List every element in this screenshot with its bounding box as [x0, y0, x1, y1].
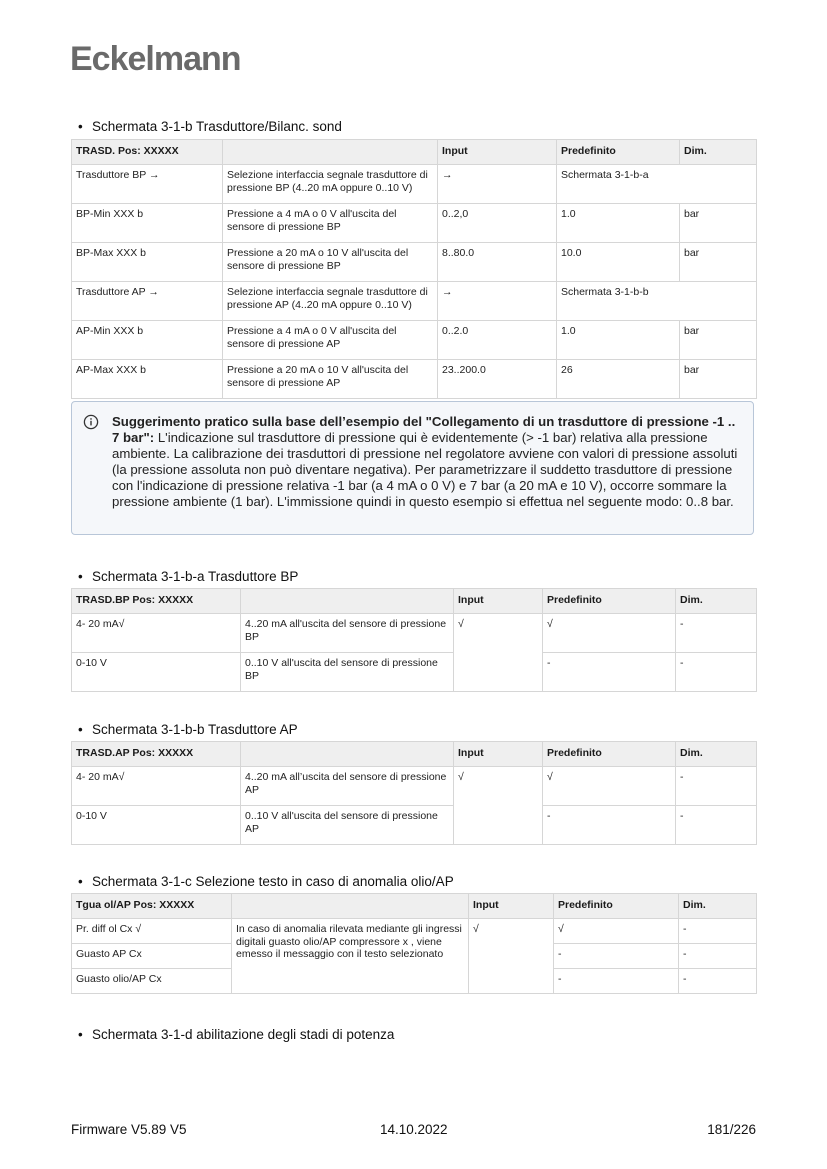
table-header-row: TRASD. Pos: XXXXX Input Predefinito Dim. — [72, 140, 757, 165]
table-row: Pr. diff ol Cx √ In caso di anomalia rilevata mediante gli ingressi digitali guasto olio/AP compressore x , viene emesso il messaggio con il testo selezionato √ √ - — [72, 919, 757, 944]
bullet: • — [78, 722, 83, 737]
bullet: • — [78, 119, 83, 134]
table-anomalia-olio-ap — [71, 893, 757, 994]
table-row: 4- 20 mA√ 4..20 mA all'uscita del sensore di pressione BP √ √ - — [72, 614, 757, 653]
bullet: • — [78, 874, 83, 889]
table-row: Guasto olio/AP Cx - - — [72, 969, 757, 994]
section-heading-2: • Schermata 3-1-b-a Trasduttore BP — [78, 569, 299, 584]
table-row: Trasduttore AP → Selezione interfaccia segnale trasduttore di pressione AP (4..20 mA oppure 0..10 V) → Schermata 3-1-b-b — [72, 282, 757, 321]
table-header-row: TRASD.BP Pos: XXXXX Input Predefinito Dim. — [72, 589, 757, 614]
footer-page-number: 181/226 — [707, 1122, 756, 1137]
table-row: BP-Max XXX b Pressione a 20 mA o 10 V all'uscita del sensore di pressione BP 8..80.0 10.0 bar — [72, 243, 757, 282]
bullet: • — [78, 1027, 83, 1042]
footer-firmware: Firmware V5.89 V5 — [71, 1122, 187, 1137]
tip-note-box — [71, 401, 754, 535]
footer-date: 14.10.2022 — [380, 1122, 448, 1137]
table-row: 0-10 V 0..10 V all'uscita del sensore di pressione BP - - — [72, 653, 757, 692]
table-row: AP-Min XXX b Pressione a 4 mA o 0 V all'uscita del sensore di pressione AP 0..2.0 1.0 bar — [72, 321, 757, 360]
table-header-row: TRASD.AP Pos: XXXXX Input Predefinito Dim. — [72, 742, 757, 767]
section-heading-4: • Schermata 3-1-c Selezione testo in caso di anomalia olio/AP — [78, 874, 454, 889]
table-trasduttore-ap — [71, 741, 757, 845]
tip-note-text: Suggerimento pratico sulla base dell’esempio del "Collegamento di un trasduttore di pressione -1 .. 7 bar": L'indicazione sul trasduttore di pressione qui è evidentemente (> -1 bar) relativa alla pressione ambiente. La calibrazione dei trasduttori di pressione nel regolatore avviene con valori di pressione assoluti (la pressione assoluta non può diventare negativa). Per parametrizzare il suddetto trasduttore di pressione con l'indicazione di pressione relativa -1 bar (a 4 mA o 0 V) e 7 bar (a 20 mA e 10 V), occorre sommare la pressione ambiente (1 bar). L'immissione quindi in questo esempio si effettua nel seguente modo: 0..8 bar. — [112, 414, 738, 509]
section-heading-1: • Schermata 3-1-b Trasduttore/Bilanc. sond — [78, 119, 342, 134]
section-heading-3: • Schermata 3-1-b-b Trasduttore AP — [78, 722, 298, 737]
section-heading-5: • Schermata 3-1-d abilitazione degli stadi di potenza — [78, 1027, 395, 1042]
table-row: 0-10 V 0..10 V all'uscita del sensore di pressione AP - - — [72, 806, 757, 845]
table-trasduttore-bilanc — [71, 139, 757, 399]
table-header-row: Tgua ol/AP Pos: XXXXX Input Predefinito Dim. — [72, 894, 757, 919]
table-row: Guasto AP Cx - - — [72, 944, 757, 969]
company-logo: Eckelmann — [70, 40, 241, 78]
table-row: BP-Min XXX b Pressione a 4 mA o 0 V all'uscita del sensore di pressione BP 0..2,0 1.0 bar — [72, 204, 757, 243]
table-trasduttore-bp — [71, 588, 757, 692]
table-row: Trasduttore BP → Selezione interfaccia segnale trasduttore di pressione BP (4..20 mA oppure 0..10 V) → Schermata 3-1-b-a — [72, 165, 757, 204]
info-icon — [83, 414, 99, 430]
bullet: • — [78, 569, 83, 584]
table-row: AP-Max XXX b Pressione a 20 mA o 10 V all'uscita del sensore di pressione AP 23..200.0 26 bar — [72, 360, 757, 399]
table-row: 4- 20 mA√ 4..20 mA all’uscita del sensore di pressione AP √ √ - — [72, 767, 757, 806]
